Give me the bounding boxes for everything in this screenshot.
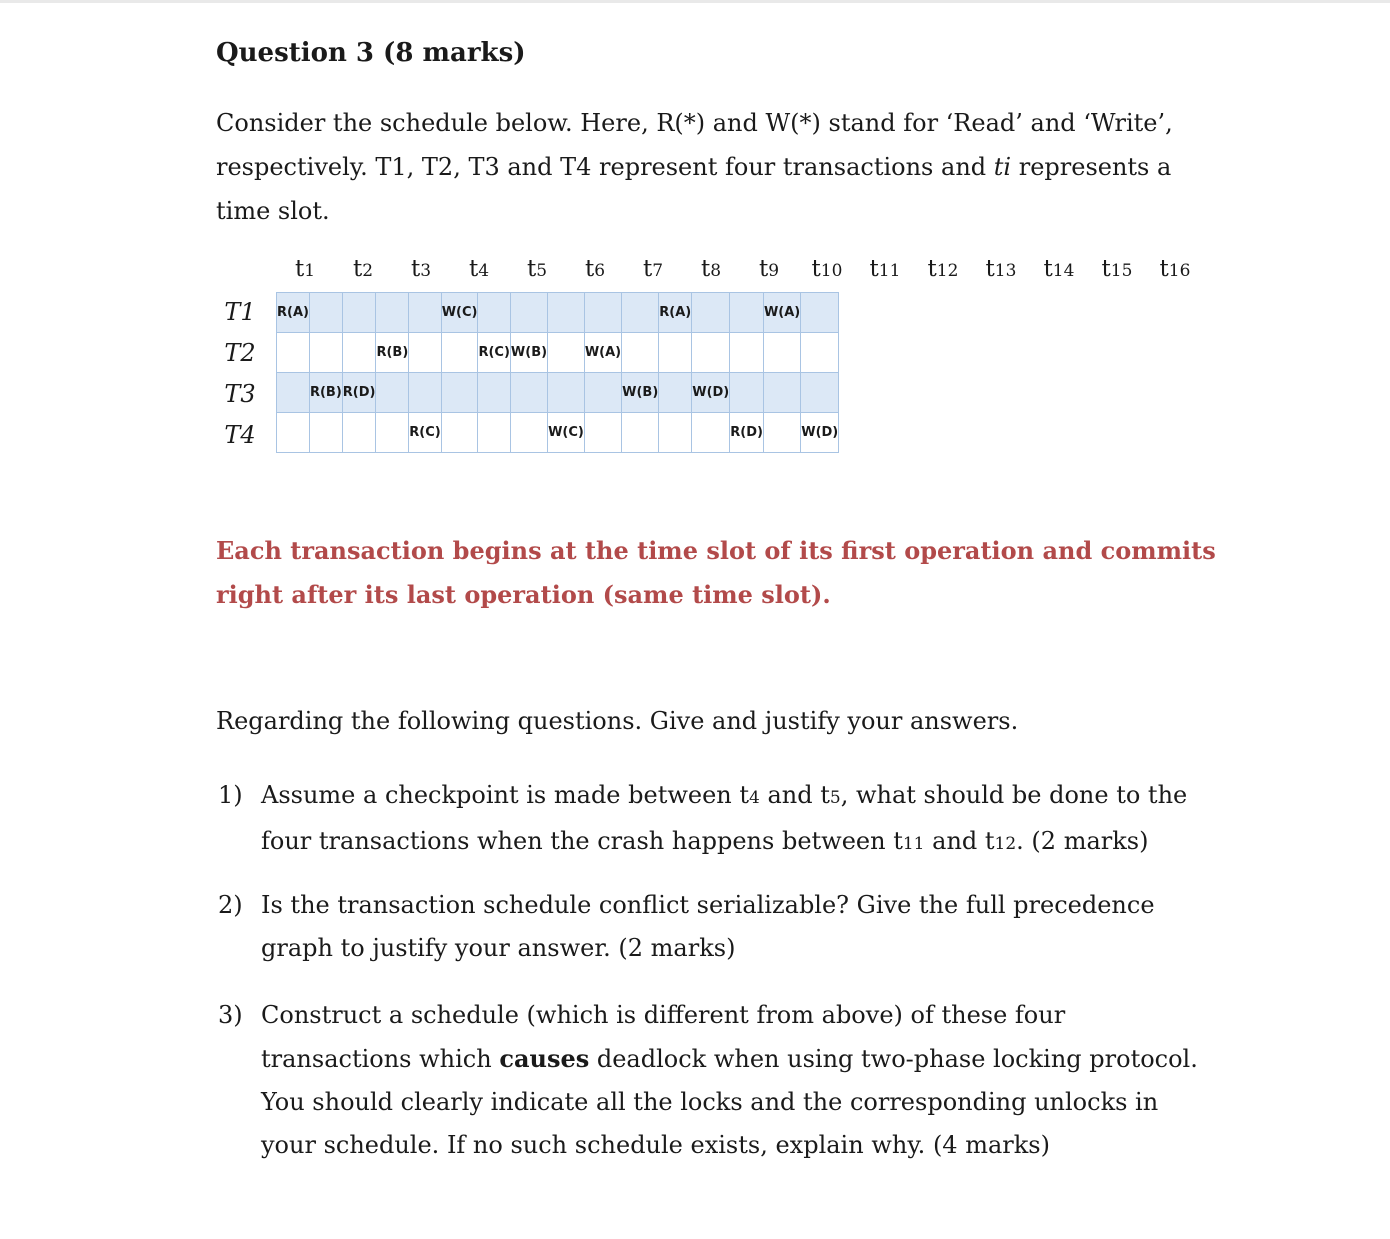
schedule-cell bbox=[730, 293, 764, 333]
schedule-cell: R(C) bbox=[409, 413, 441, 453]
time-slot-header bbox=[276, 250, 1207, 292]
schedule-cell: W(A) bbox=[763, 293, 800, 333]
schedule-cell bbox=[478, 293, 510, 333]
transaction-label: T2 bbox=[224, 339, 256, 367]
q1-part-d: and t bbox=[924, 827, 995, 855]
schedule-cell bbox=[659, 373, 692, 413]
schedule-cell bbox=[409, 333, 441, 373]
question-3-text bbox=[261, 994, 1218, 1167]
schedule-cell bbox=[376, 373, 409, 413]
schedule-cell bbox=[801, 293, 839, 333]
schedule-cell: R(D) bbox=[342, 373, 376, 413]
instructions: Regarding the following questions. Give and justify your answers. bbox=[216, 707, 1019, 735]
schedule-cell bbox=[584, 293, 621, 333]
schedule-cell: R(A) bbox=[277, 293, 310, 333]
schedule-cell bbox=[548, 293, 585, 333]
schedule-cell bbox=[622, 293, 659, 333]
schedule-cell bbox=[801, 333, 839, 373]
question-1 bbox=[218, 774, 1218, 866]
schedule-cell bbox=[659, 413, 692, 453]
schedule-cell bbox=[441, 413, 478, 453]
schedule-cell: R(A) bbox=[659, 293, 692, 333]
time-slot-label: t7 bbox=[642, 256, 664, 282]
transaction-label: T1 bbox=[224, 298, 256, 326]
schedule-cell bbox=[584, 413, 621, 453]
time-slot-label: t11 bbox=[869, 256, 901, 282]
q1-sub-4: 12 bbox=[994, 834, 1017, 854]
q1-part-c: , what should be done to the four transactions when the crash happens between t bbox=[261, 781, 1188, 855]
schedule-cell bbox=[277, 413, 310, 453]
question-3 bbox=[218, 994, 1218, 1167]
q1-sub-1: 4 bbox=[749, 788, 760, 808]
q1-sub-2: 5 bbox=[829, 788, 841, 808]
q1-part-e: . (2 marks) bbox=[1016, 827, 1149, 855]
time-slot-label: t4 bbox=[468, 256, 490, 282]
schedule-cell bbox=[763, 413, 800, 453]
schedule-cell: W(D) bbox=[801, 413, 839, 453]
time-slot-label: t10 bbox=[811, 256, 843, 282]
question-2 bbox=[218, 884, 1218, 970]
schedule-row bbox=[277, 373, 839, 413]
schedule-cell bbox=[510, 293, 547, 333]
schedule-cell bbox=[478, 373, 510, 413]
question-1-text bbox=[261, 774, 1218, 866]
schedule-cell: R(B) bbox=[376, 333, 409, 373]
schedule-cell bbox=[409, 373, 441, 413]
schedule-cell bbox=[342, 333, 376, 373]
question-title: Question 3 (8 marks) bbox=[216, 38, 526, 68]
transaction-label: T3 bbox=[224, 380, 256, 408]
schedule-cell bbox=[478, 413, 510, 453]
commit-note: Each transaction begins at the time slot of its first operation and commits right after its last operation (same time slot). bbox=[216, 536, 1216, 609]
schedule-cell: R(B) bbox=[309, 373, 342, 413]
q1-part-a: Assume a checkpoint is made between t bbox=[261, 781, 750, 809]
time-slot-label: t1 bbox=[294, 256, 316, 282]
schedule-cell bbox=[441, 333, 478, 373]
schedule-cell bbox=[342, 413, 376, 453]
q3-bold-causes: causes bbox=[499, 1044, 590, 1073]
schedule-cell bbox=[548, 373, 585, 413]
schedule-cell bbox=[692, 293, 730, 333]
schedule-cell bbox=[730, 373, 764, 413]
intro-text: Consider the schedule below. Here, R(*) and W(*) stand for ‘Read’ and ‘Write’, respectively. T1, T2, T3 and T4 represent four transactions and bbox=[216, 109, 1173, 181]
time-slot-label: t15 bbox=[1101, 256, 1133, 282]
schedule-cell bbox=[277, 373, 310, 413]
schedule-cell bbox=[763, 373, 800, 413]
time-slot-label: t12 bbox=[927, 256, 959, 282]
schedule-cell bbox=[692, 413, 730, 453]
time-slot-label: t9 bbox=[758, 256, 780, 282]
schedule-cell bbox=[277, 333, 310, 373]
schedule-cell: R(D) bbox=[730, 413, 764, 453]
schedule-cell bbox=[801, 373, 839, 413]
q1-sub-3: 11 bbox=[902, 834, 925, 854]
question-3-number: 3) bbox=[218, 1001, 243, 1029]
schedule-cell bbox=[622, 413, 659, 453]
schedule-cell bbox=[730, 333, 764, 373]
schedule-cell: W(D) bbox=[692, 373, 730, 413]
schedule-cell bbox=[309, 413, 342, 453]
transaction-labels bbox=[214, 292, 266, 456]
schedule-row bbox=[277, 333, 839, 373]
schedule-cell bbox=[342, 293, 376, 333]
question-2-text: Is the transaction schedule conflict serializable? Give the full precedence graph to justify your answer. (2 marks) bbox=[261, 891, 1155, 962]
transaction-label: T4 bbox=[224, 421, 256, 449]
time-slot-label: t6 bbox=[584, 256, 606, 282]
q3-part-b: deadlock when using two-phase locking protocol. You should clearly indicate all the locks and the corresponding unlocks in your schedule. If no such schedule exists, explain why. (4 marks) bbox=[261, 1045, 1198, 1159]
time-slot-label: t8 bbox=[700, 256, 722, 282]
schedule-grid bbox=[276, 292, 839, 453]
schedule-cell bbox=[376, 293, 409, 333]
schedule-cell bbox=[548, 333, 585, 373]
schedule-cell: W(A) bbox=[584, 333, 621, 373]
intro-text-end: represents a time slot. bbox=[216, 153, 1172, 225]
time-slot-label: t5 bbox=[526, 256, 548, 282]
schedule-cell bbox=[510, 373, 547, 413]
schedule-row bbox=[277, 293, 839, 333]
top-divider bbox=[0, 0, 1390, 3]
schedule-cell bbox=[309, 293, 342, 333]
schedule-cell bbox=[309, 333, 342, 373]
question-1-number: 1) bbox=[218, 781, 243, 809]
schedule-cell: R(C) bbox=[478, 333, 510, 373]
schedule-cell bbox=[584, 373, 621, 413]
schedule-cell bbox=[692, 333, 730, 373]
q3-part-a: Construct a schedule (which is different from above) of these four transactions which bbox=[261, 1001, 1066, 1073]
schedule-cell bbox=[376, 413, 409, 453]
intro-paragraph bbox=[216, 101, 1216, 233]
schedule-row bbox=[277, 413, 839, 453]
schedule-cell: W(C) bbox=[548, 413, 585, 453]
schedule-cell bbox=[659, 333, 692, 373]
schedule-cell: W(C) bbox=[441, 293, 478, 333]
time-slot-label: t14 bbox=[1043, 256, 1075, 282]
schedule-cell bbox=[441, 373, 478, 413]
time-slot-label: t2 bbox=[352, 256, 374, 282]
question-2-number: 2) bbox=[218, 891, 243, 919]
time-slot-label: t3 bbox=[410, 256, 432, 282]
time-slot-label: t16 bbox=[1159, 256, 1191, 282]
q1-part-b: and t bbox=[759, 781, 830, 809]
time-slot-variable: ti bbox=[993, 153, 1012, 181]
schedule-cell: W(B) bbox=[622, 373, 659, 413]
schedule-cell bbox=[409, 293, 441, 333]
time-slot-label: t13 bbox=[985, 256, 1017, 282]
schedule-cell bbox=[510, 413, 547, 453]
schedule-cell: W(B) bbox=[510, 333, 547, 373]
schedule-cell bbox=[763, 333, 800, 373]
schedule-cell bbox=[622, 333, 659, 373]
